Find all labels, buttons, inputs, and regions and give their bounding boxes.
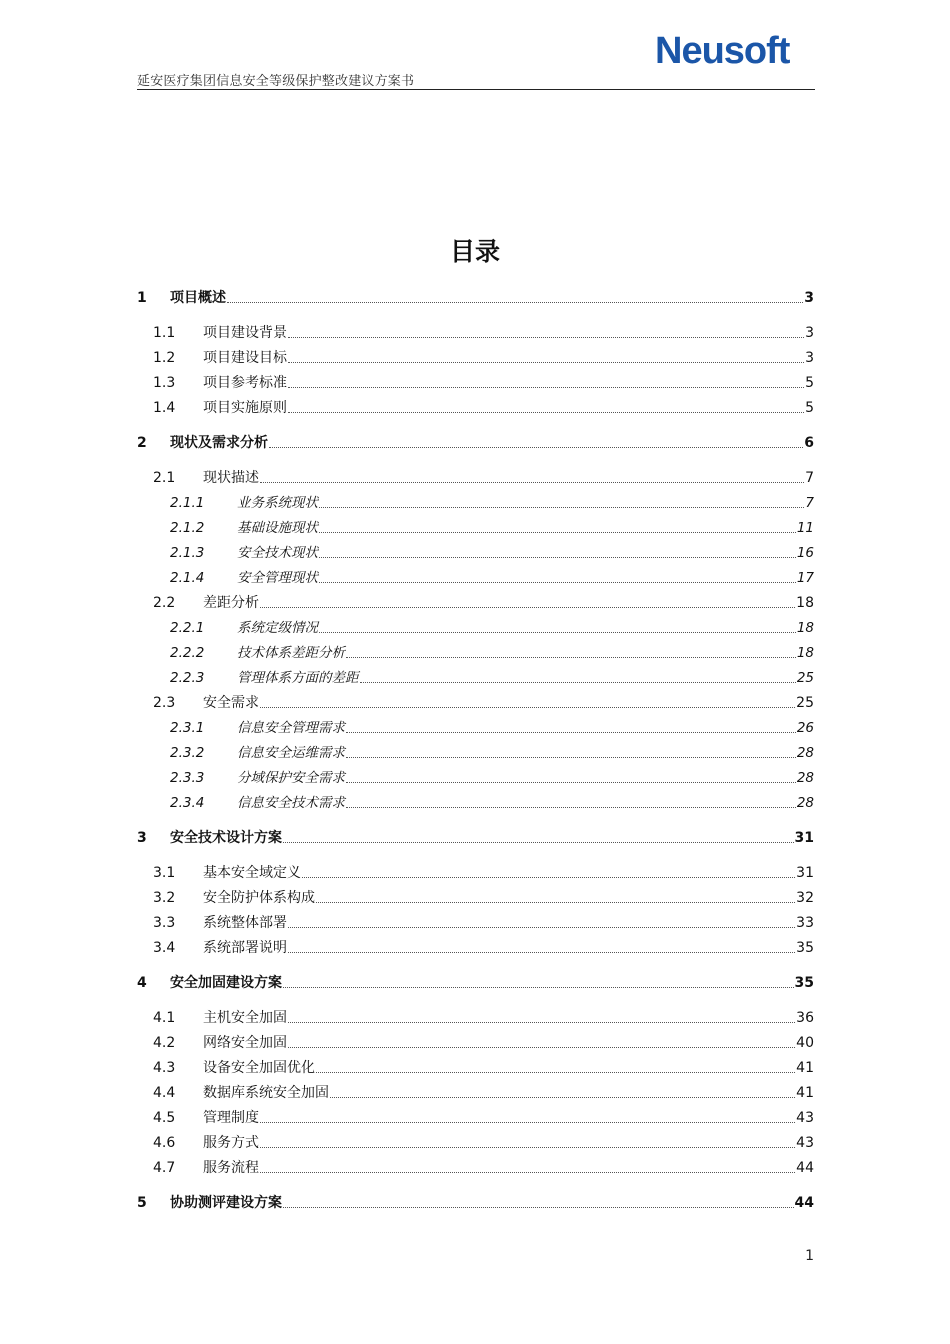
toc-entry-page: 26 [796,720,814,736]
toc-entry-page: 3 [805,325,814,341]
toc-entry[interactable] [137,397,814,417]
toc-entry[interactable] [137,567,814,587]
toc-entry[interactable] [137,667,814,687]
toc-entry-page: 7 [805,470,814,486]
toc-entry-number: 3.4 [153,940,176,956]
toc-dot-leader [316,902,795,903]
toc-entry[interactable] [137,887,814,907]
toc-entry[interactable] [137,742,814,762]
toc-dot-leader [227,302,803,303]
toc-entry[interactable] [137,617,814,637]
toc-dot-leader [319,532,796,533]
toc-entry-number: 2.3 [153,695,176,711]
toc-entry[interactable] [137,1032,814,1052]
toc-entry[interactable] [137,1192,814,1212]
toc-dot-leader [319,557,796,558]
toc-dot-leader [288,1022,795,1023]
toc-dot-leader [260,1147,795,1148]
toc-dot-leader [260,1122,795,1123]
toc-entry-number: 3.1 [153,865,176,881]
toc-entry-page: 7 [805,495,814,511]
toc-dot-leader [319,582,796,583]
toc-entry[interactable] [137,1007,814,1027]
toc-entry-page: 43 [796,1135,814,1151]
toc-entry-label: 数据库系统安全加固 [203,1085,329,1101]
toc-entry-number: 2.1.3 [170,545,205,561]
toc-entry-label: 项目概述 [170,290,226,306]
toc-entry-page: 28 [796,745,814,761]
toc-entry-page: 3 [805,350,814,366]
toc-dot-leader [269,447,803,448]
toc-entry-number: 4.7 [153,1160,176,1176]
header-divider [137,89,815,90]
toc-entry-label: 项目建设目标 [203,350,287,366]
toc-entry-number: 2 [137,435,147,451]
toc-dot-leader [316,1072,795,1073]
toc-entry-page: 28 [796,770,814,786]
toc-dot-leader [288,362,804,363]
toc-dot-leader [346,782,796,783]
toc-entry[interactable] [137,937,814,957]
toc-entry-label: 安全技术现状 [237,545,318,561]
toc-entry-number: 1.2 [153,350,176,366]
toc-entry-label: 信息安全技术需求 [237,795,345,811]
toc-entry-number: 2.3.3 [170,770,205,786]
toc-entry[interactable] [137,717,814,737]
toc-entry[interactable] [137,322,814,342]
toc-entry[interactable] [137,1057,814,1077]
toc-entry[interactable] [137,862,814,882]
toc-entry-label: 网络安全加固 [203,1035,287,1051]
toc-entry[interactable] [137,972,814,992]
toc-dot-leader [288,387,804,388]
toc-dot-leader [330,1097,795,1098]
toc-dot-leader [260,607,795,608]
toc-entry-number: 4.5 [153,1110,176,1126]
toc-entry-number: 2.1.2 [170,520,205,536]
toc-entry-label: 管理制度 [203,1110,259,1126]
toc-entry[interactable] [137,692,814,712]
toc-entry-label: 信息安全管理需求 [237,720,345,736]
toc-entry-page: 44 [794,1195,814,1211]
toc-entry-page: 25 [796,695,814,711]
toc-entry-number: 2.1 [153,470,176,486]
toc-entry-number: 2.2.1 [170,620,205,636]
toc-entry-number: 2.1.1 [170,495,205,511]
toc-entry-page: 33 [796,915,814,931]
toc-entry-page: 41 [796,1085,814,1101]
toc-entry-label: 安全管理现状 [237,570,318,586]
toc-entry-label: 协助测评建设方案 [170,1195,282,1211]
toc-entry-page: 43 [796,1110,814,1126]
toc-entry-page: 17 [796,570,814,586]
toc-dot-leader [319,507,804,508]
toc-entry-label: 安全防护体系构成 [203,890,315,906]
toc-entry-number: 2.3.4 [170,795,205,811]
toc-entry-number: 1.4 [153,400,176,416]
toc-entry-label: 安全需求 [203,695,259,711]
toc-entry-number: 4.2 [153,1035,176,1051]
toc-entry-number: 2.2.3 [170,670,205,686]
document-title: 延安医疗集团信息安全等级保护整改建议方案书 [137,74,415,89]
toc-dot-leader [260,482,804,483]
toc-entry-label: 技术体系差距分析 [237,645,345,661]
toc-entry-label: 管理体系方面的差距 [237,670,359,686]
toc-entry-page: 36 [796,1010,814,1026]
toc-entry-page: 6 [804,435,814,451]
toc-dot-leader [288,927,795,928]
toc-entry-label: 系统整体部署 [203,915,287,931]
toc-entry-number: 2.3.1 [170,720,205,736]
toc-entry[interactable] [137,767,814,787]
toc-dot-leader [288,952,795,953]
toc-entry[interactable] [137,912,814,932]
toc-dot-leader [346,657,796,658]
toc-entry-page: 25 [796,670,814,686]
toc-entry-page: 40 [796,1035,814,1051]
toc-entry[interactable] [137,542,814,562]
toc-entry-label: 设备安全加固优化 [203,1060,315,1076]
toc-entry-page: 18 [796,620,814,636]
toc-entry[interactable] [137,467,814,487]
toc-entry[interactable] [137,432,814,452]
toc-entry-number: 4.3 [153,1060,176,1076]
toc-dot-leader [288,1047,795,1048]
toc-entry-number: 4.6 [153,1135,176,1151]
toc-entry-number: 2.2.2 [170,645,205,661]
toc-entry-page: 18 [796,645,814,661]
toc-dot-leader [346,757,796,758]
toc-entry-page: 31 [796,865,814,881]
toc-entry-number: 2.1.4 [170,570,205,586]
toc-entry-label: 服务方式 [203,1135,259,1151]
toc-entry-label: 系统部署说明 [203,940,287,956]
toc-entry[interactable] [137,642,814,662]
toc-entry-number: 3.3 [153,915,176,931]
toc-entry-label: 安全加固建设方案 [170,975,282,991]
toc-entry-number: 3.2 [153,890,176,906]
toc-entry[interactable] [137,517,814,537]
toc-entry[interactable] [137,372,814,392]
toc-entry[interactable] [137,287,814,307]
toc-entry-page: 35 [794,975,814,991]
toc-dot-leader [346,732,796,733]
toc-dot-leader [260,707,795,708]
toc-entry[interactable] [137,1082,814,1102]
toc-entry[interactable] [137,347,814,367]
toc-entry-number: 3 [137,830,147,846]
toc-dot-leader [319,632,796,633]
toc-entry-number: 5 [137,1195,147,1211]
toc-entry-number: 2.2 [153,595,176,611]
toc-entry-page: 35 [796,940,814,956]
toc-entry[interactable] [137,1157,814,1177]
toc-entry-page: 3 [804,290,814,306]
toc-entry[interactable] [137,827,814,847]
toc-entry-label: 项目建设背景 [203,325,287,341]
toc-dot-leader [283,1207,794,1208]
toc-entry-page: 18 [796,595,814,611]
toc-entry-label: 信息安全运维需求 [237,745,345,761]
toc-entry-label: 基础设施现状 [237,520,318,536]
toc-dot-leader [260,1172,795,1173]
toc-entry-page: 16 [796,545,814,561]
toc-dot-leader [288,337,804,338]
neusoft-logo: Neusoft [655,30,790,72]
toc-dot-leader [283,987,794,988]
toc-entry-label: 差距分析 [203,595,259,611]
toc-entry[interactable] [137,492,814,512]
toc-entry-page: 32 [796,890,814,906]
toc-dot-leader [283,842,794,843]
toc-dot-leader [346,807,796,808]
toc-dot-leader [288,412,804,413]
toc-entry-label: 主机安全加固 [203,1010,287,1026]
toc-entry-page: 11 [796,520,814,536]
toc-entry[interactable] [137,792,814,812]
toc-entry-number: 1 [137,290,147,306]
toc-dot-leader [302,877,795,878]
toc-entry-page: 44 [796,1160,814,1176]
toc-entry-label: 现状及需求分析 [170,435,268,451]
toc-entry-number: 1.1 [153,325,176,341]
page-number: 1 [805,1248,814,1264]
toc-entry-number: 1.3 [153,375,176,391]
toc-entry-label: 基本安全域定义 [203,865,301,881]
toc-entry-label: 业务系统现状 [237,495,318,511]
toc-entry-label: 项目实施原则 [203,400,287,416]
toc-entry-page: 28 [796,795,814,811]
toc-entry-page: 41 [796,1060,814,1076]
toc-entry[interactable] [137,592,814,612]
toc-entry[interactable] [137,1132,814,1152]
toc-entry-page: 31 [794,830,814,846]
toc-entry-number: 4.4 [153,1085,176,1101]
toc-entry-label: 系统定级情况 [237,620,318,636]
toc-entry-label: 现状描述 [203,470,259,486]
toc-entry-number: 2.3.2 [170,745,205,761]
toc-entry-label: 分域保护安全需求 [237,770,345,786]
toc-entry-page: 5 [805,400,814,416]
toc-entry[interactable] [137,1107,814,1127]
toc-entry-label: 安全技术设计方案 [170,830,282,846]
toc-entry-number: 4 [137,975,147,991]
toc-heading: 目录 [449,237,500,266]
toc-entry-number: 4.1 [153,1010,176,1026]
toc-entry-label: 服务流程 [203,1160,259,1176]
toc-dot-leader [360,682,796,683]
toc-entry-page: 5 [805,375,814,391]
toc-entry-label: 项目参考标准 [203,375,287,391]
